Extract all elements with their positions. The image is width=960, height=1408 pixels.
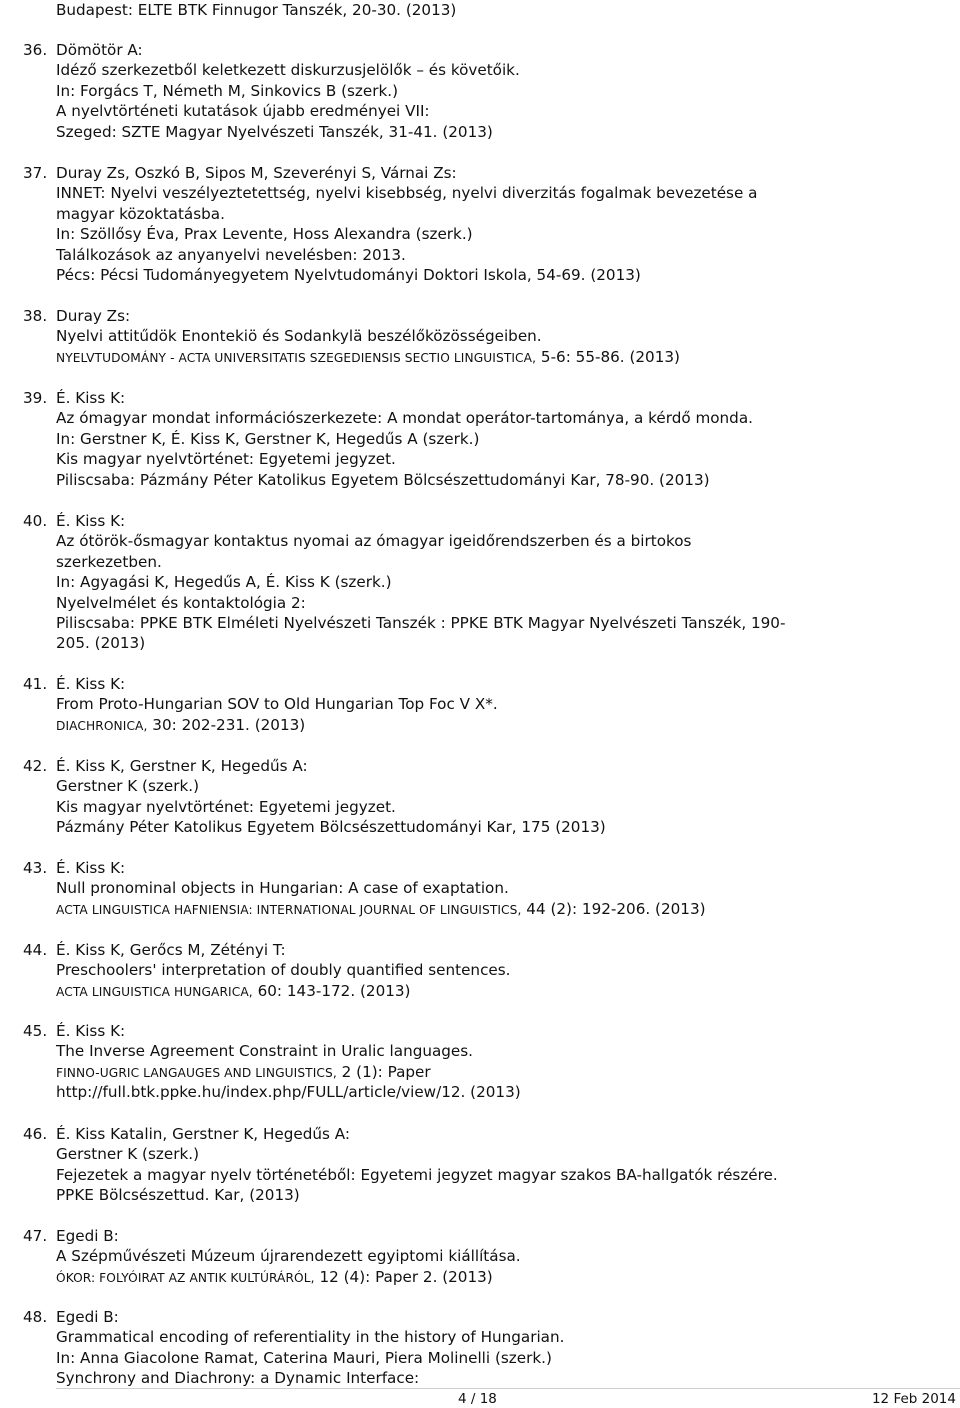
entry-text: Gerstner K (szerk.): [56, 777, 199, 796]
print-date: 12 Feb 2014: [871, 1391, 956, 1407]
entry-text: Az ómagyar mondat információszerkezete: A mondat operátor-tartománya, a kérdő monda.: [56, 409, 753, 428]
entry-number: 39.: [23, 389, 48, 407]
entry-text: PPKE Bölcsészettud. Kar, (2013): [56, 1186, 300, 1205]
entry-text: É. Kiss K, Gerstner K, Hegedűs A:: [56, 757, 308, 775]
entry-number: 45.: [23, 1022, 48, 1040]
entry-text: É. Kiss K:: [56, 675, 126, 693]
entry-line: [56, 1041, 473, 1061]
entry-text: É. Kiss Katalin, Gerstner K, Hegedűs A:: [56, 1125, 350, 1143]
entry-line: [56, 1226, 119, 1246]
entry-number: 40.: [23, 512, 48, 530]
entry-line: [56, 817, 606, 837]
entry-text: In: Gerstner K, É. Kiss K, Gerstner K, Hegedűs A (szerk.): [56, 429, 480, 448]
entry-line: [56, 163, 457, 183]
entry-number: 36.: [23, 41, 48, 59]
entry-line: [56, 1348, 552, 1368]
entry-text: É. Kiss K:: [56, 389, 126, 407]
entry-line: [56, 878, 509, 898]
entry-line: [56, 613, 785, 633]
entry-text: The Inverse Agreement Constraint in Uralic languages.: [56, 1042, 473, 1061]
entry-text: Nyelvelmélet és kontaktológia 2:: [56, 593, 306, 612]
entry-number: 46.: [23, 1125, 48, 1143]
entry-text: In: Forgács T, Németh M, Sinkovics B (szerk.): [56, 81, 399, 100]
entry-text: Duray Zs:: [56, 307, 131, 325]
entry-line: [56, 1327, 564, 1347]
entry-text: Pécs: Pécsi Tudományegyetem Nyelvtudományi Doktori Iskola, 54-69. (2013): [56, 266, 641, 284]
entry-line: [56, 1021, 125, 1041]
entry-line: [56, 1307, 119, 1327]
entry-number: 43.: [23, 859, 48, 877]
entry-line: [56, 797, 396, 817]
entry-text: Gerstner K (szerk.): [56, 1145, 199, 1164]
entry-line: [56, 1368, 419, 1388]
entry-line: [56, 593, 306, 613]
entry-line: [56, 326, 542, 346]
entry-text: In: Agyagási K, Hegedűs A, É. Kiss K (szerk.): [56, 573, 392, 592]
page-number: 4 / 18: [458, 1391, 497, 1407]
entry-text: Egedi B:: [56, 1227, 119, 1245]
entry-text: http://full.btk.ppke.hu/index.php/FULL/article/view/12. (2013): [56, 1083, 521, 1102]
entry-text: Grammatical encoding of referentiality in the history of Hungarian.: [56, 1328, 565, 1347]
entry-text: Egedi B:: [56, 1308, 119, 1326]
entry-line: [56, 224, 473, 244]
entry-text: 30: 202-231. (2013): [147, 715, 306, 734]
entry-line: [56, 552, 162, 572]
entry-line: [56, 265, 641, 285]
entry-line: [56, 101, 430, 121]
entry-text: Pázmány Péter Katolikus Egyetem Bölcsészettudományi Kar, 175 (2013): [56, 818, 606, 837]
entry-line: [56, 429, 479, 449]
entry-line: [56, 715, 305, 735]
entry-text: Találkozások az anyanyelvi nevelésben: 2013.: [56, 245, 406, 264]
entry-number: 48.: [23, 1308, 48, 1326]
entry-text: É. Kiss K:: [56, 512, 126, 530]
entry-line: [56, 531, 691, 551]
entry-line: [56, 1082, 521, 1102]
entry-text: Piliscsaba: PPKE BTK Elméleti Nyelvészeti Tanszék : PPKE BTK Magyar Nyelvészeti Tanszék, 190-: [56, 614, 786, 632]
entry-text: É. Kiss K:: [56, 1022, 126, 1040]
entry-text: Kis magyar nyelvtörténet: Egyetemi jegyzet.: [56, 450, 396, 469]
entry-line: [56, 858, 125, 878]
entry-line: [56, 1246, 521, 1266]
entry-text: A Szépművészeti Múzeum újrarendezett egyiptomi kiállítása.: [56, 1247, 521, 1266]
entry-line: [56, 572, 392, 592]
entry-line: [56, 1165, 778, 1185]
entry-line: [56, 1124, 350, 1144]
entry-text: In: Szöllősy Éva, Prax Levente, Hoss Alexandra (szerk.): [56, 225, 473, 244]
entry-line: [56, 347, 680, 367]
entry-line: [56, 388, 125, 408]
entry-line: [56, 899, 706, 919]
entry-line: [56, 449, 396, 469]
entry-text: Szeged: SZTE Magyar Nyelvészeti Tanszék, 31-41. (2013): [56, 122, 493, 141]
entry-number: 37.: [23, 164, 48, 182]
journal-title: FINNO-UGRIC LANGAUGES AND LINGUISTICS,: [56, 1065, 337, 1080]
footer-divider: [56, 1388, 960, 1389]
entry-text: Duray Zs, Oszkó B, Sipos M, Szeverényi S, Várnai Zs:: [56, 164, 457, 182]
entry-line: [56, 940, 286, 960]
entry-text: Piliscsaba: Pázmány Péter Katolikus Egyetem Bölcsészettudományi Kar, 78-90. (2013): [56, 470, 710, 489]
entry-number: 38.: [23, 307, 48, 325]
entry-line: [56, 81, 398, 101]
entry-text: 2 (1): Paper: [336, 1062, 431, 1081]
entry-text: 205. (2013): [56, 634, 146, 653]
entry-line: [56, 183, 757, 203]
entry-text: Synchrony and Diachrony: a Dynamic Interface:: [56, 1369, 420, 1388]
journal-title: ACTA LINGUISTICA HUNGARICA,: [56, 984, 253, 999]
entry-line: [56, 1144, 199, 1164]
entry-text: 60: 143-172. (2013): [252, 981, 411, 1000]
entry-text: Az ótörök-ősmagyar kontaktus nyomai az ómagyar igeidőrendszerben és a birtokos: [56, 532, 692, 551]
entry-line: [56, 633, 145, 653]
entry-text: 5-6: 55-86. (2013): [536, 347, 680, 366]
entry-number: 47.: [23, 1227, 48, 1245]
entry-text: É. Kiss K, Gerőcs M, Zétényi T:: [56, 941, 286, 959]
journal-title: NYELVTUDOMÁNY - ACTA UNIVERSITATIS SZEGEDIENSIS SECTIO LINGUISTICA,: [56, 350, 537, 365]
entry-text: Kis magyar nyelvtörténet: Egyetemi jegyzet.: [56, 797, 396, 816]
entry-line: [56, 1267, 493, 1287]
entry-line: [56, 122, 493, 142]
entry-line: [56, 511, 125, 531]
entry-text: Fejezetek a magyar nyelv történetéből: Egyetemi jegyzet magyar szakos BA-hallgatók részére.: [56, 1165, 778, 1184]
entry-number: 44.: [23, 941, 48, 959]
entry-text: É. Kiss K:: [56, 859, 126, 877]
entry-line: [56, 981, 410, 1001]
entry-text: Dömötör A:: [56, 41, 143, 59]
entry-line: [56, 694, 498, 714]
entry-line: [56, 245, 406, 265]
entry-line: [56, 756, 308, 776]
entry-line: [56, 1185, 300, 1205]
entry-line: [56, 470, 710, 490]
entry-text: szerkezetben.: [56, 552, 162, 571]
entry-text: 44 (2): 192-206. (2013): [521, 899, 706, 918]
entry-text: magyar közoktatásba.: [56, 204, 225, 223]
journal-title: ACTA LINGUISTICA HAFNIENSIA: INTERNATIONAL JOURNAL OF LINGUISTICS,: [56, 902, 522, 917]
entry-number: 42.: [23, 757, 48, 775]
entry-number: 41.: [23, 675, 48, 693]
entry-line: [56, 674, 125, 694]
entry-text: 12 (4): Paper 2. (2013): [314, 1267, 493, 1286]
entry-line: [56, 408, 753, 428]
entry-line: [56, 40, 143, 60]
entry-text: A nyelvtörténeti kutatások újabb eredményei VII:: [56, 102, 430, 121]
entry-line: [56, 776, 199, 796]
entry-line: [56, 60, 520, 80]
entry-text: From Proto-Hungarian SOV to Old Hungarian Top Foc V X*.: [56, 695, 498, 714]
entry-text: Idéző szerkezetből keletkezett diskurzusjelölők – és követőik.: [56, 61, 520, 80]
entry-line: [56, 306, 130, 326]
entry-line: [56, 1062, 431, 1082]
entry-line: [56, 960, 511, 980]
entry-text: INNET: Nyelvi veszélyeztetettség, nyelvi kisebbség, nyelvi diverzitás fogalmak bevezetése a: [56, 184, 758, 203]
entry-text: Nyelvi attitűdök Enontekiö és Sodankylä beszélőközösségeiben.: [56, 327, 542, 346]
entry-text: In: Anna Giacolone Ramat, Caterina Mauri, Piera Molinelli (szerk.): [56, 1348, 552, 1367]
journal-title: DIACHRONICA,: [56, 718, 148, 733]
continued-entry-line: Budapest: ELTE BTK Finnugor Tanszék, 20-30. (2013): [56, 1, 457, 19]
journal-title: ÓKOR: FOLYÓIRAT AZ ANTIK KULTÚRÁRÓL,: [56, 1270, 315, 1285]
entry-line: [56, 204, 225, 224]
entry-text: Preschoolers' interpretation of doubly quantified sentences.: [56, 961, 511, 980]
entry-text: Null pronominal objects in Hungarian: A case of exaptation.: [56, 879, 509, 898]
